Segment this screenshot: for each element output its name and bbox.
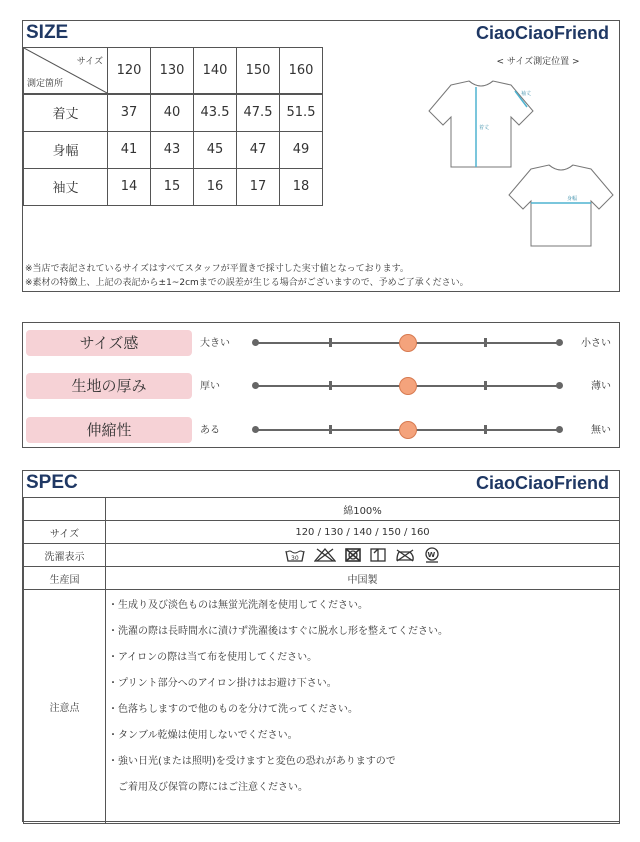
- feel-scale-thickness: [255, 385, 560, 387]
- scale-end-dot: [556, 339, 563, 346]
- no-iron-icon: [395, 548, 415, 562]
- list-item: ・色落ちしますので他のものを分けて洗ってください。: [108, 704, 358, 715]
- corner-measure-label: 測定箇所: [27, 79, 64, 89]
- scale-tick: [484, 381, 487, 390]
- list-item: ・タンブル乾燥は使用しないでください。: [108, 730, 298, 741]
- size-table-corner: [24, 48, 108, 95]
- caution-list: [106, 590, 620, 824]
- wash-symbols: [106, 544, 620, 567]
- scale-end-dot: [252, 382, 259, 389]
- row-label-length: 着丈: [24, 94, 108, 131]
- spec-key-size: サイズ: [24, 521, 106, 544]
- list-item: ・アイロンの際は当て布を使用してください。: [108, 652, 318, 663]
- row-label-sleeve: 袖丈: [24, 168, 108, 205]
- table-row: [24, 590, 620, 824]
- table-row: [24, 521, 620, 544]
- feel-marker-stretch: [399, 421, 417, 439]
- size-col-120: 120: [108, 48, 151, 95]
- diagram-length-label: 着丈: [479, 125, 490, 131]
- table-cell: 41: [108, 131, 151, 168]
- table-cell: 43: [151, 131, 194, 168]
- list-item: ご着用及び保管の際にはご注意ください。: [108, 782, 308, 793]
- no-tumble-dry-icon: [345, 548, 361, 562]
- scale-tick: [484, 338, 487, 347]
- shirt-width-diagram: [501, 161, 621, 256]
- row-label-width: 身幅: [24, 131, 108, 168]
- table-row: [24, 544, 620, 567]
- spec-key-caution: 注意点: [24, 590, 106, 824]
- table-cell: 51.5: [280, 94, 323, 131]
- spec-size-value: 120 / 130 / 140 / 150 / 160: [106, 521, 620, 544]
- size-note-2: ※素材の特徴上、上記の表記から±1~2cmまでの誤差が生じる場合がございますので、予めご了承ください。: [25, 278, 469, 288]
- table-cell: 45: [194, 131, 237, 168]
- no-bleach-icon: [314, 548, 336, 562]
- spec-header: [23, 471, 619, 497]
- table-cell: 47: [237, 131, 280, 168]
- table-cell: 15: [151, 168, 194, 205]
- table-cell: 17: [237, 168, 280, 205]
- table-cell: 37: [108, 94, 151, 131]
- table-cell: 49: [280, 131, 323, 168]
- shirt-length-diagram: [421, 77, 541, 172]
- feel-marker-thickness: [399, 377, 417, 395]
- scale-tick: [329, 381, 332, 390]
- table-cell: 43.5: [194, 94, 237, 131]
- feel-marker-size: [399, 334, 417, 352]
- list-item: ・プリント部分へのアイロン掛けはお避け下さい。: [108, 678, 337, 689]
- size-note-1: ※当店で表記されているサイズはすべてスタッフが平置きで採寸した実寸値となっております。: [25, 264, 409, 274]
- feel-label-thickness: 生地の厚み: [26, 373, 192, 399]
- feel-row-stretch: [23, 415, 619, 445]
- size-col-160: 160: [280, 48, 323, 95]
- corner-size-label: サイズ: [76, 57, 103, 67]
- spec-key-wash: 洗濯表示: [24, 544, 106, 567]
- scale-end-dot: [252, 426, 259, 433]
- feel-left-thickness: 厚い: [200, 381, 220, 392]
- feel-left-size: 大きい: [200, 338, 230, 349]
- feel-left-stretch: ある: [200, 425, 220, 436]
- table-cell: 47.5: [237, 94, 280, 131]
- table-cell: 18: [280, 168, 323, 205]
- feel-scale-stretch: [255, 429, 560, 431]
- line-dry-icon: [370, 548, 386, 562]
- feel-scale-size: [255, 342, 560, 344]
- size-col-140: 140: [194, 48, 237, 95]
- svg-text:W: W: [427, 551, 436, 559]
- wet-clean-icon: [424, 547, 440, 563]
- measure-position-title: < サイズ測定位置 >: [496, 57, 580, 67]
- table-row: [24, 567, 620, 590]
- list-item: ・洗濯の際は長時間水に漬けず洗濯後はすぐに脱水し形を整えてください。: [108, 626, 448, 637]
- scale-end-dot: [252, 339, 259, 346]
- spec-section: [22, 470, 620, 822]
- size-header: [23, 21, 619, 47]
- feel-right-stretch: 無い: [591, 425, 611, 436]
- table-row: [24, 131, 323, 168]
- list-item: ・生成り及び淡色ものは無蛍光洗剤を使用してください。: [108, 600, 368, 611]
- spec-key-empty: [24, 498, 106, 521]
- feel-row-size: [23, 328, 619, 358]
- scale-end-dot: [556, 426, 563, 433]
- feel-right-thickness: 薄い: [591, 381, 611, 392]
- table-cell: 14: [108, 168, 151, 205]
- fit-feel-section: [22, 322, 620, 448]
- spec-key-origin: 生産国: [24, 567, 106, 590]
- size-col-130: 130: [151, 48, 194, 95]
- list-item: ・強い日光(または照明)を受けますと変色の恐れがありますので: [108, 756, 396, 767]
- feel-row-thickness: [23, 371, 619, 401]
- feel-right-size: 小さい: [581, 338, 611, 349]
- scale-end-dot: [556, 382, 563, 389]
- svg-text:30: 30: [291, 555, 299, 562]
- spec-table: [23, 497, 620, 824]
- diagram-sleeve-label: 袖丈: [521, 91, 532, 97]
- wash-30-icon: [285, 548, 305, 562]
- brand-name: CiaoCiaoFriend: [475, 23, 609, 43]
- diagram-width-label: 身幅: [567, 196, 578, 202]
- scale-tick: [329, 338, 332, 347]
- scale-tick: [484, 425, 487, 434]
- size-col-150: 150: [237, 48, 280, 95]
- size-table: [23, 47, 323, 206]
- table-cell: 40: [151, 94, 194, 131]
- size-title: SIZE: [26, 22, 69, 43]
- spec-title: SPEC: [26, 472, 78, 493]
- scale-tick: [329, 425, 332, 434]
- spec-material: 綿100%: [106, 498, 620, 521]
- table-row: [24, 94, 323, 131]
- table-cell: 16: [194, 168, 237, 205]
- feel-label-size: サイズ感: [26, 330, 192, 356]
- size-section: [22, 20, 620, 292]
- spec-origin-value: 中国製: [106, 567, 620, 590]
- table-row: [24, 168, 323, 205]
- spec-brand-name: CiaoCiaoFriend: [475, 473, 609, 493]
- table-row: [24, 498, 620, 521]
- feel-label-stretch: 伸縮性: [26, 417, 192, 443]
